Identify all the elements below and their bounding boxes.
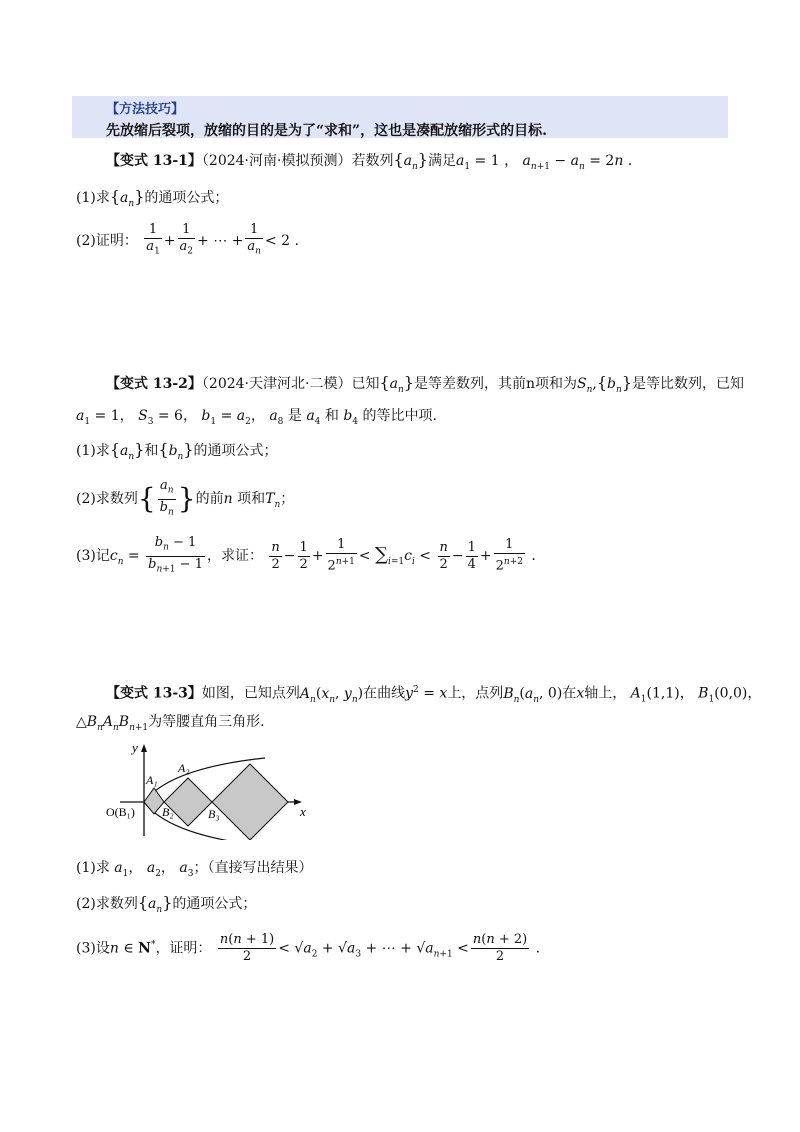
- method-tip-text: 先放缩后裂项，放缩的目的是为了“求和”，这也是凑配放缩形式的目标.: [106, 123, 547, 139]
- figure-B3-label: B₃: [208, 807, 220, 821]
- problem-13-1-source: （2024·河南·模拟预测）若数列: [201, 153, 394, 169]
- figure-x-label: x: [300, 804, 306, 819]
- figure-y-label: y: [132, 740, 138, 755]
- parabola-figure: [100, 740, 310, 840]
- figure-origin-label: O(B₁): [106, 805, 135, 819]
- method-tip-heading: 【方法技巧】: [106, 102, 185, 117]
- y-axis-arrow: [141, 744, 147, 752]
- figure-A1-label: A₁: [146, 773, 158, 787]
- problem-13-2-tag: 【变式 13-2】: [106, 376, 202, 392]
- problem-13-3-tag: 【变式 13-3】: [106, 685, 202, 702]
- problem-13-3-q1: (1)求 $a_1$， $a_2$， $a_3$；（直接写出结果）: [76, 860, 313, 879]
- problem-13-1-q1: (1)求$\{a_n\}$的通项公式；: [76, 187, 229, 209]
- figure-A2-label: A₂: [178, 761, 190, 775]
- problem-13-1-q2: (2)证明： $\frac{1}{a_1}$ + $\frac{1}{a_2}$ + ⋯ + $\frac{1}{a_n}$ < 2 .: [76, 222, 299, 257]
- problem-13-2-statement: 【变式 13-2】（2024·天津河北·二模）已知$\{a_n\}$是等差数列，其前n项和为$S_n,\{b_n\}$是等比数列，已知: [106, 373, 744, 395]
- problem-13-3-statement: 【变式 13-3】如图，已知点列$A_n(x_n$, $y_n$)在曲线$y^2 = x$上，点列$B_n(a_n$, 0)在x轴上， $A_1(1,1)$， $B_1(0,0)$，: [106, 685, 762, 705]
- problem-13-3-q3: (3)设n ∈ N*，证明： $\frac{n(n + 1)}{2}$ < $√a_2 + √a_3$ + ⋯ + $√a_{n+1}$ < $\frac{n(n + 2)}{2}$ .: [76, 932, 541, 964]
- problem-13-2-q2: (2)求数列{ $\frac{a_n}{b_n}$ }的前n 项和$T_n$；: [76, 478, 295, 518]
- problem-13-1-statement: 【变式 13-1】（2024·河南·模拟预测）若数列$\{a_n\}$满足$a_1 = 1$ ， $a_{n+1} - a_n = 2n$ .: [106, 150, 633, 172]
- problem-13-2-source: （2024·天津河北·二模）已知: [201, 376, 380, 392]
- problem-13-3-triangle: $\triangle B_nA_nB_{n+1}$为等腰直角三角形.: [76, 714, 265, 733]
- problem-13-1-tag: 【变式 13-1】: [106, 153, 202, 169]
- square-1: [144, 788, 164, 814]
- figure-B2-label: B₂: [162, 805, 174, 819]
- problem-13-2-q3: (3)记$c_n$ = $\frac{b_n - 1}{b_{n+1} - 1}$ ，求证： $\frac{n}{2}$ − $\frac{1}{2}$ + $\frac{1}{2^{n+1}}$ < $\sum_{i=1}c_i$ < $\frac{n}{2}$ − $\frac{1}{4}$ + $\frac{1}{2^{n+2}}$ .: [76, 535, 536, 575]
- problem-13-2-conditions: $a_1 = 1$， $S_3 = 6$， $b_1 = a_2$， $a_8$ 是 $a_4$ 和 $b_4$ 的等比中项.: [76, 408, 437, 427]
- problem-13-3-q2: (2)求数列$\{a_n\}$的通项公式；: [76, 893, 257, 915]
- problem-13-2-q1: (1)求$\{a_n\}$和$\{b_n\}$的通项公式；: [76, 440, 278, 462]
- square-3: [212, 764, 288, 840]
